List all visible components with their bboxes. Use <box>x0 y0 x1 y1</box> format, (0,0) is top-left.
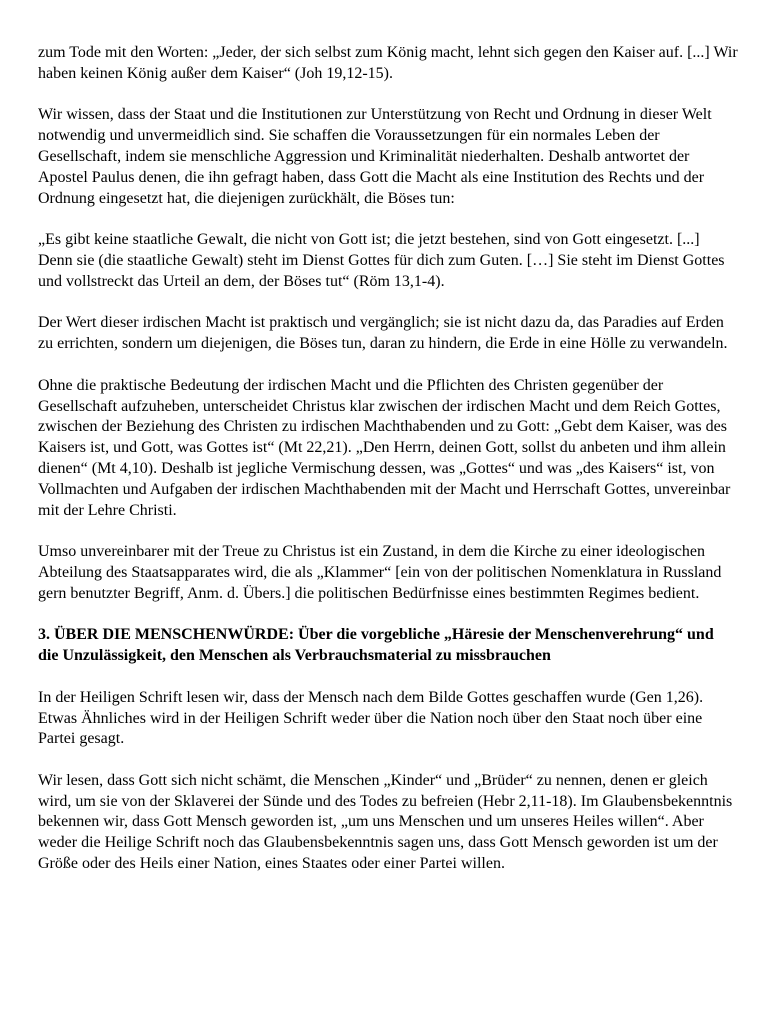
section-heading: 3. ÜBER DIE MENSCHENWÜRDE: Über die vorgebliche „Häresie der Menschenverehrung“ und die Unzulässigkeit, den Menschen als Verbrauchsmaterial zu missbrauchen <box>38 626 714 665</box>
paragraph-john-quote: zum Tode mit den Worten: „Jeder, der sich selbst zum König macht, lehnt sich gegen den Kaiser auf. [...] Wir haben keinen König außer dem Kaiser“ (Joh 19,12-15). <box>38 44 738 82</box>
paragraph-christ-distinction: Ohne die praktische Bedeutung der irdischen Macht und die Pflichten des Christen gegenüber der Gesellschaft aufzuheben, unterscheidet Christus klar zwischen der irdischen Macht und dem Reich Gottes, zwischen der Beziehung des Christen zu irdischen Machthabenden und zu Gott: „Gebt dem Kaiser, was des Kaisers ist, und Gott, was Gottes ist“ (Mt 22,21). „Den Herrn, deinen Gott, sollst du anbeten und ihm allein dienen“ (Mt 4,10). Deshalb ist jegliche Vermischung dessen, was „Gottes“ und was „des Kaisers“ ist, von Vollmachten und Aufgaben der irdischen Machthabenden mit der Macht und Herrschaft Gottes, unvereinbar mit der Lehre Christi. <box>38 376 731 519</box>
paragraph-state-institutions: Wir wissen, dass der Staat und die Institutionen zur Unterstützung von Recht und Ordnung in dieser Welt notwendig und unvermeidlich sind. Sie schaffen die Voraussetzungen für ein normales Leben der Gesellschaft, indem sie menschliche Aggression und Kriminalität niederhalten. Deshalb antwortet der Apostel Paulus denen, die ihn gefragt haben, dass Gott die Macht als eine Institution des Rechts und der Ordnung eingesetzt hat, die diejenigen zurückhält, die Böses tun: <box>38 106 712 207</box>
paragraph-church-ideology: Umso unvereinbarer mit der Treue zu Christus ist ein Zustand, in dem die Kirche zu einer ideologischen Abteilung des Staatsapparates wird, die als „Klammer“ [ein von der politischen Nomenklatura in Russland gern benutzter Begriff, Anm. d. Übers.] die politischen Bedürfnisse eines bestimmten Regimes bedient. <box>38 543 722 602</box>
document-page <box>38 43 738 896</box>
paragraph-romans-quote: „Es gibt keine staatliche Gewalt, die nicht von Gott ist; die jetzt bestehen, sind von Gott eingesetzt. [...] Denn sie (die staatliche Gewalt) steht im Dienst Gottes für dich zum Guten. […] Sie steht im Dienst Gottes und vollstreckt das Urteil an dem, der Böses tut“ (Röm 13,1-4). <box>38 231 725 290</box>
paragraph-earthly-power-value: Der Wert dieser irdischen Macht ist praktisch und vergänglich; sie ist nicht dazu da, das Paradies auf Erden zu errichten, sondern um diejenigen, die Böses tun, daran zu hindern, die Erde in eine Hölle zu verwandeln. <box>38 314 728 353</box>
paragraph-image-of-god: In der Heiligen Schrift lesen wir, dass der Mensch nach dem Bilde Gottes geschaffen wurde (Gen 1,26). Etwas Ähnliches wird in der Heiligen Schrift weder über die Nation noch über den Staat noch über eine Partei gesagt. <box>38 688 704 748</box>
paragraph-god-became-man: Wir lesen, dass Gott sich nicht schämt, die Menschen „Kinder“ und „Brüder“ zu nennen, denen er gleich wird, um sie von der Sklaverei der Sünde und des Todes zu befreien (Hebr 2,11-18). Im Glaubensbekenntnis bekennen wir, dass Gott Mensch geworden ist, „um uns Menschen und um unseres Heiles willen“. Aber weder die Heilige Schrift noch das Glaubensbekenntnis sagen uns, dass Gott Mensch geworden ist um der Größe oder des Heils einer Nation, eines Staates oder einer Partei willen. <box>38 771 733 873</box>
